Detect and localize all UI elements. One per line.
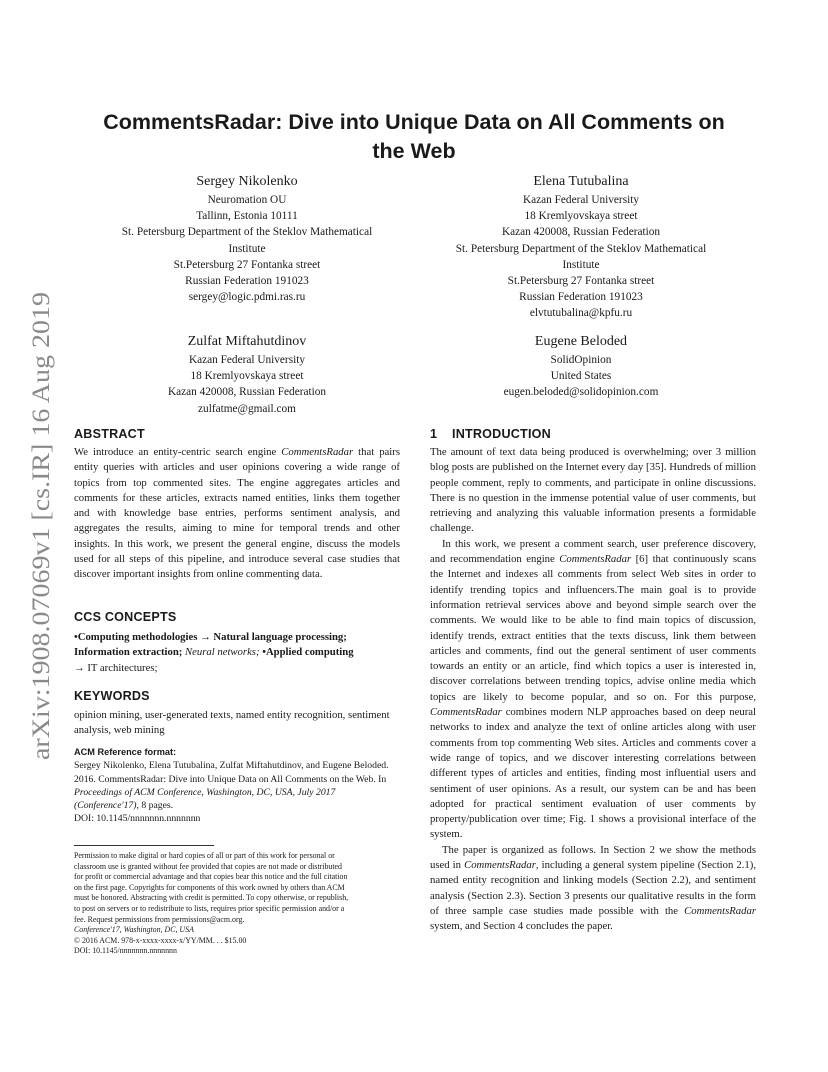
acm-reference-doi: DOI: 10.1145/nnnnnnn.nnnnnnn: [74, 813, 201, 825]
ccs-heading: CCS CONCEPTS: [74, 610, 177, 624]
intro-paragraph-1: The amount of text data being produced is overwhelming; over 3 million blog posts are published on the Internet every day [35]. Hundreds of million people comment, reply to comments, and participate in online discussions. There is no question in the immense potential value of user comments, but retrieving and analyzing this valuable information presents a formidable challenge.: [430, 446, 756, 535]
introduction-section: [430, 425, 756, 443]
author-block-2: [408, 172, 754, 322]
abstract-heading: ABSTRACT: [74, 427, 145, 441]
ccs-body: [74, 630, 400, 676]
author-affil: Kazan Federal University: [188, 354, 306, 366]
keywords-body: [74, 708, 400, 739]
section-number: 1: [430, 427, 438, 441]
title-line-1: CommentsRadar: Dive into Unique Data on All Comments on: [103, 110, 725, 134]
introduction-body: [430, 445, 756, 935]
keywords-heading: KEYWORDS: [74, 689, 150, 703]
author-name: Eugene Beloded: [534, 334, 628, 349]
paper-title: [80, 108, 748, 166]
acm-reference-text: [74, 759, 400, 812]
intro-paragraph-2: [430, 537, 756, 843]
footnote-line: must be honored. Abstracting with credit is permitted. To copy otherwise, or republish,: [74, 893, 349, 903]
introduction-heading: [430, 425, 756, 443]
keywords-text: opinion mining, user-generated texts, named entity recognition, sentiment analysis, web mining: [74, 709, 390, 737]
ccs-section: [74, 608, 400, 626]
author-affil: St.Petersburg 27 Fontanka street: [173, 258, 321, 271]
author-affil: St. Petersburg Department of the Steklov Mathematical: [455, 242, 707, 255]
author-affil: Kazan Federal University: [522, 194, 640, 206]
abstract-emphasis: CommentsRadar: [281, 446, 354, 458]
ccs-concept: •Computing methodologies → Natural language processing;: [74, 631, 347, 643]
author-affil: Neuromation OU: [207, 194, 287, 206]
permission-footnote: [74, 851, 400, 957]
intro-emphasis: CommentsRadar: [430, 706, 502, 719]
author-affil: St.Petersburg 27 Fontanka street: [507, 275, 655, 288]
author-block-1: [74, 172, 420, 305]
author-affil: Institute: [562, 258, 600, 271]
author-email: eugen.beloded@solidopinion.com: [503, 386, 659, 399]
author-name: Zulfat Miftahutdinov: [187, 334, 307, 349]
arxiv-stamp-text: arXiv:1908.07069v1 [cs.IR] 16 Aug 2019: [28, 341, 55, 760]
intro-emphasis: CommentsRadar: [684, 904, 756, 917]
author-name: Elena Tutubalina: [533, 174, 629, 189]
intro-text: [6] that continuously scans the Internet and indexes all comments from select Web sites in order to identify trending topics and influencers.The main goal is to provide information retrieval services above and beyond simple search over the comments. We would like to be able to find main topics of discussion, identify trends, extract entities that the texts discuss, link them between articles and comments, find out the general sentiment of user comments towards an entity or an article, find which topics a user is interested in, discover correlations between trending topics, advise online media which topics are likely to become popular, and so on. For this purpose,: [430, 553, 756, 703]
acm-reference-venue: Proceedings of ACM Conference, Washington, DC, USA, July 2017 (Conference'17),: [74, 786, 336, 812]
footnote-line: for profit or commercial advantage and that copies bear this notice and the full citation: [74, 872, 348, 882]
ccs-concept: → IT architectures;: [74, 661, 158, 674]
author-affil: United States: [550, 370, 612, 383]
acm-reference-part: 8 pages.: [138, 800, 174, 812]
arxiv-stamp: [18, 290, 58, 760]
author-affil: 18 Kremlyovskaya street: [190, 370, 304, 383]
abstract-text: that pairs entity queries with articles and user opinions covering a wide range of topics from top commented sites. The engine aggregates articles and comments for these articles, extracts named entities, links them together and with knowledge base entries, performs sentiment analysis, and aggregates the results, aiming to mine for temporal trends and other insights. In this work, we present the general engine, discuss the models used for all steps of this pipeline, and introduce several case studies that discover important insights from online commenting data.: [74, 446, 400, 581]
intro-paragraph-3: [430, 843, 756, 935]
author-affil: Tallinn, Estonia 10111: [196, 210, 298, 223]
author-affil: SolidOpinion: [550, 354, 612, 366]
intro-emphasis: CommentsRadar: [559, 553, 632, 566]
author-affil: Russian Federation 191023: [185, 275, 309, 288]
author-email: sergey@logic.pdmi.ras.ru: [188, 291, 306, 304]
abstract-body: [74, 445, 400, 583]
intro-text: In this work, we present a comment search, user preference discovery, and recommendation engine: [430, 537, 756, 566]
author-block-3: [74, 332, 420, 417]
footnote-copyright: © 2016 ACM. 978-x-xxxx-xxxx-x/YY/MM. . . $15.00: [74, 935, 247, 945]
footnote-doi: DOI: 10.1145/nnnnnnn.nnnnnnn: [74, 946, 177, 956]
footnote-line: fee. Request permissions from permissions@acm.org.: [74, 914, 245, 924]
abstract-section: [74, 425, 400, 443]
footnote-line: to post on servers or to redistribute to lists, requires prior specific permission and/or a: [74, 903, 345, 913]
abstract-text: We introduce an entity-centric search engine: [74, 446, 282, 458]
author-email: zulfatme@gmail.com: [198, 402, 296, 415]
footnote-line: Permission to make digital or hard copies of all or part of this work for personal or: [74, 851, 335, 860]
ccs-concept: Neural networks;: [182, 646, 260, 659]
acm-reference-label: ACM Reference format:: [74, 747, 177, 757]
abstract-paragraph: [74, 445, 400, 583]
author-affil: Russian Federation 191023: [519, 291, 643, 304]
author-affil: Institute: [228, 242, 266, 255]
ccs-concept: •Applied computing: [259, 646, 354, 659]
author-email: elvtutubalina@kpfu.ru: [529, 307, 633, 320]
section-title: INTRODUCTION: [452, 427, 551, 441]
title-line-2: the Web: [372, 139, 456, 163]
author-name: Sergey Nikolenko: [196, 174, 298, 189]
author-affil: Kazan 420008, Russian Federation: [167, 386, 327, 399]
intro-emphasis: CommentsRadar: [464, 859, 536, 872]
intro-text: , including a general system pipeline (Section 2.1), named entity recognition and linking models (Section 2.2), and sentiment analysis (Section 2.3). Section 3 presents our qualitative results in the form of three sample case studies made possible with the: [430, 859, 756, 917]
author-affil: Kazan 420008, Russian Federation: [501, 226, 661, 239]
author-affil: 18 Kremlyovskaya street: [524, 210, 638, 223]
footnote-rule: [74, 845, 214, 846]
author-block-4: [408, 332, 754, 401]
intro-text: The paper is organized as follows. In Section 2 we show the methods used in: [430, 843, 756, 872]
acm-reference-part: Sergey Nikolenko, Elena Tutubalina, Zulfat Miftahutdinov, and Eugene Beloded. 2016. CommentsRadar: Dive into Unique Data on All Comments on the Web. In: [74, 760, 389, 785]
ccs-concept: Information extraction;: [74, 646, 183, 659]
author-affil: St. Petersburg Department of the Steklov Mathematical: [121, 226, 373, 239]
acm-reference: [74, 746, 400, 826]
footnote-line: classroom use is granted without fee provided that copies are not made or distributed: [74, 861, 342, 871]
intro-text: system, and Section 4 concludes the paper.: [430, 920, 613, 933]
footnote-conference: Conference'17, Washington, DC, USA: [74, 925, 194, 935]
footnote-line: on the first page. Copyrights for components of this work owned by others than ACM: [74, 882, 345, 892]
keywords-section: [74, 687, 400, 705]
intro-text: combines modern NLP approaches based on deep neural networks to index and analyze the text of online articles along with user comments from top commenting Web sites. Articles and comments cover a wide range of topics, and we discover interesting correlations between different types of articles and entities, finding most influential users and sentiment of user opinions. As a result, our system can be and has been adopted for practical sentiment evaluation of user comments by property/publication over time; Fig. 1 shows a provisional interface of the system.: [430, 706, 756, 841]
